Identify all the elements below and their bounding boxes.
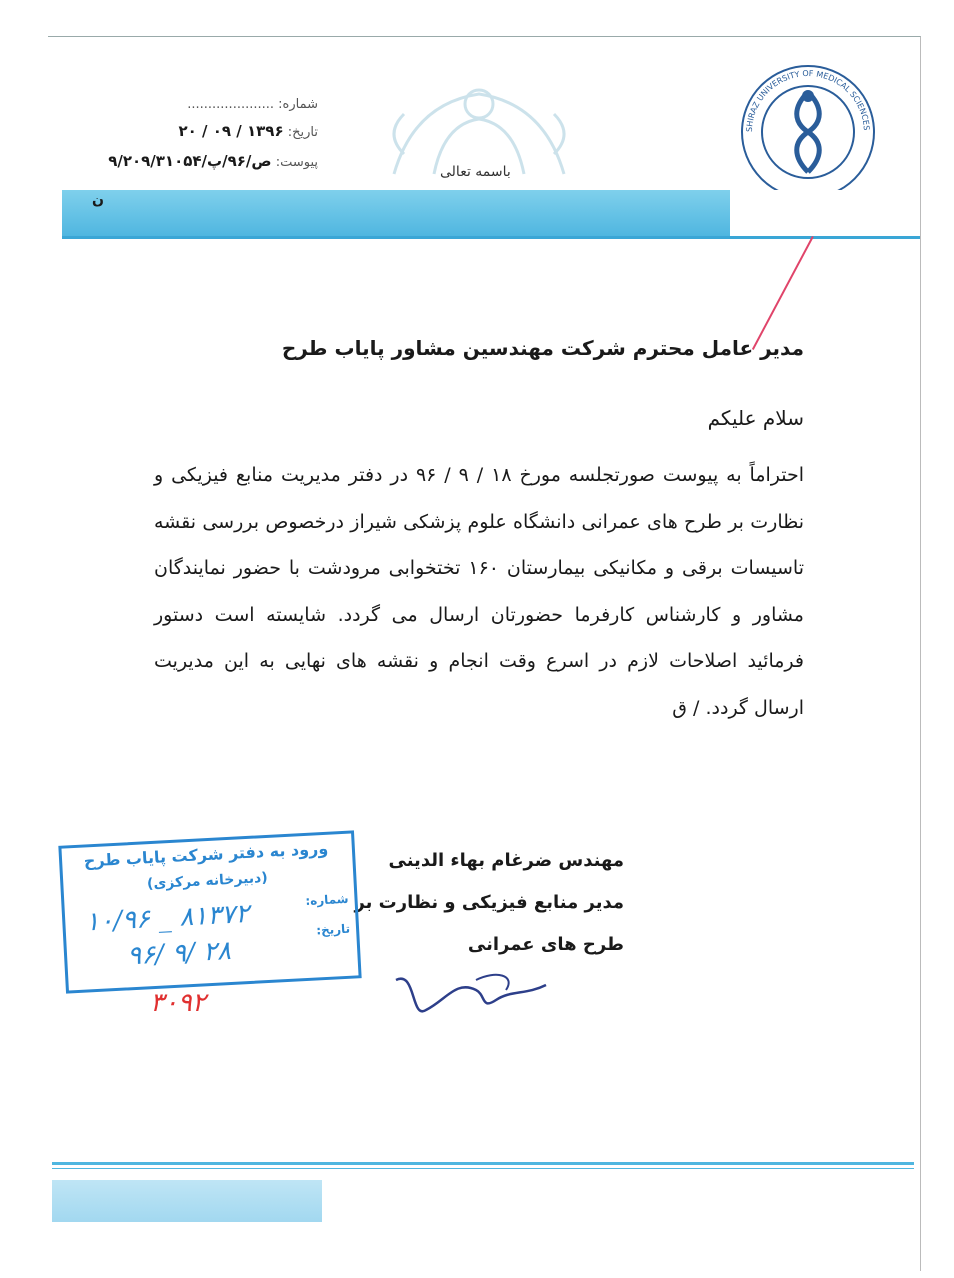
number-field: شماره: ..................... bbox=[187, 97, 318, 112]
date-field bbox=[178, 122, 318, 140]
handwritten-signature bbox=[386, 960, 556, 1030]
attachment-field bbox=[108, 152, 318, 170]
date-value: ۱۳۹۶ / ۰۹ / ۲۰ bbox=[178, 122, 284, 140]
footer-line-thin bbox=[52, 1168, 914, 1169]
stamp-number-label: شماره: bbox=[305, 891, 349, 908]
number-label: شماره: bbox=[278, 97, 318, 112]
stamp-date-value: ۹۶/ ۹/ ۲۸ bbox=[126, 935, 232, 972]
footer-line bbox=[52, 1162, 914, 1165]
letter-body: احتراماً به پیوست صورتجلسه مورخ ۱۸ / ۹ / ۹۶ در دفتر مدیریت منابع فیزیکی و نظارت بر طرح های عمرانی دانشگاه علوم پزشکی شیراز درخصوص بررسی نقشه تاسیسات برقی و مکانیکی بیمارستان ۱۶۰ تختخوابی مرودشت با حضور نمایندگان مشاور و کارشناس کارفرما حضورتان ارسال می گردد. شایسته است دستور فرمائید اصلاحات لازم در اسرع وقت انجام و نقشه های نهایی به این مدیریت ارسال گردد. / ق bbox=[154, 464, 805, 719]
signatory-name: مهندس ضرغام بهاء الدینی bbox=[388, 850, 624, 871]
attachment-value: ص/۹۶/پ/۹/۲۰۹/۳۱۰۵۴ bbox=[108, 152, 272, 170]
stamp-title: ورود به دفتر شرکت پایاب طرح bbox=[83, 838, 329, 871]
addressee: مدیر عامل محترم شرکت مهندسین مشاور پایاب طرح bbox=[281, 336, 804, 360]
bismillah: باسمه تعالی bbox=[440, 164, 511, 180]
attachment-label: پیوست: bbox=[275, 155, 318, 170]
logo-text: SHIRAZ UNIVERSITY OF MEDICAL SCIENCES bbox=[744, 68, 872, 133]
header-band-gap bbox=[730, 190, 920, 237]
date-label: تاریخ: bbox=[287, 125, 318, 140]
signatory-title-line2: طرح های عمرانی bbox=[467, 934, 624, 955]
university-logo bbox=[738, 62, 878, 202]
signatory-title-line1: مدیر منابع فیزیکی و نظارت بر bbox=[354, 892, 624, 913]
greeting: سلام علیکم bbox=[707, 406, 804, 430]
red-handwritten-note: ۳۰۹۲ bbox=[150, 988, 206, 1018]
receipt-stamp bbox=[58, 830, 361, 993]
stamp-subtitle: (دبیرخانه مرکزی) bbox=[146, 869, 269, 893]
stamp-date-label: تاریخ: bbox=[315, 921, 351, 938]
stamp-number-value: ۱۰/۹۶ _ ۸۱۳۷۲ bbox=[84, 898, 250, 938]
footer-band bbox=[52, 1180, 322, 1222]
band-glyph: ن bbox=[92, 192, 104, 208]
header-band-line bbox=[62, 236, 920, 239]
